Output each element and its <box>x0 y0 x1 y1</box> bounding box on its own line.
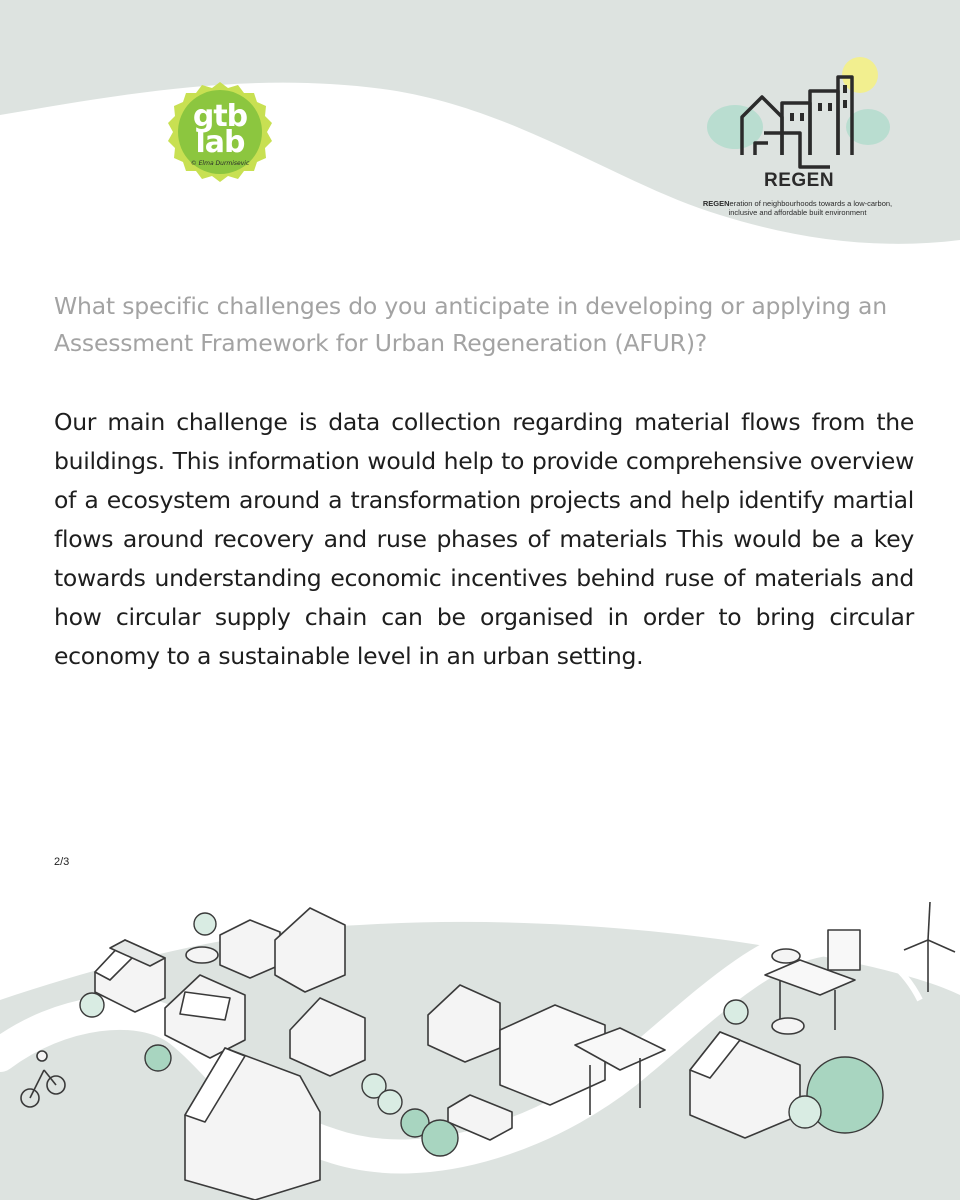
house <box>690 1032 800 1138</box>
house <box>428 985 500 1062</box>
car <box>772 1018 804 1034</box>
house <box>220 908 345 992</box>
page-indicator: 2/3 <box>54 856 70 868</box>
house <box>290 998 365 1076</box>
question-heading: What specific challenges do you anticipate in developing or applying an Assessment Framework for Urban Regeneration (AFUR)? <box>54 292 887 357</box>
car <box>772 949 800 963</box>
regen-logo-title: REGEN <box>764 170 835 191</box>
car <box>186 947 218 963</box>
town-illustration <box>0 880 960 1200</box>
regen-logo-tagline <box>690 199 905 217</box>
regen-tagline-bold: REGEN <box>702 199 730 208</box>
regen-tagline-rest: eration of neighbourhoods towards a low-carbon, inclusive and affordable built environment <box>728 199 893 217</box>
answer-paragraph: Our main challenge is data collection regarding material flows from the buildings. This information would help to provide comprehensive overview of a ecosystem around a transformation projects and help identify martial flows around recovery and ruse phases of materials This would be a key towards understanding economic incentives behind ruse of materials and how circular supply chain can be organised in order to bring circular economy to a sustainable level in an urban setting. <box>54 408 914 670</box>
gtb-logo-line2: lab <box>195 125 245 160</box>
wind-turbine <box>904 902 955 992</box>
gtb-logo-line1: gtb <box>192 99 248 134</box>
cyclist <box>21 1051 65 1107</box>
gtb-lab-logo <box>166 80 274 188</box>
gtb-logo-copyright: © Elma Durmisevic <box>190 160 250 167</box>
